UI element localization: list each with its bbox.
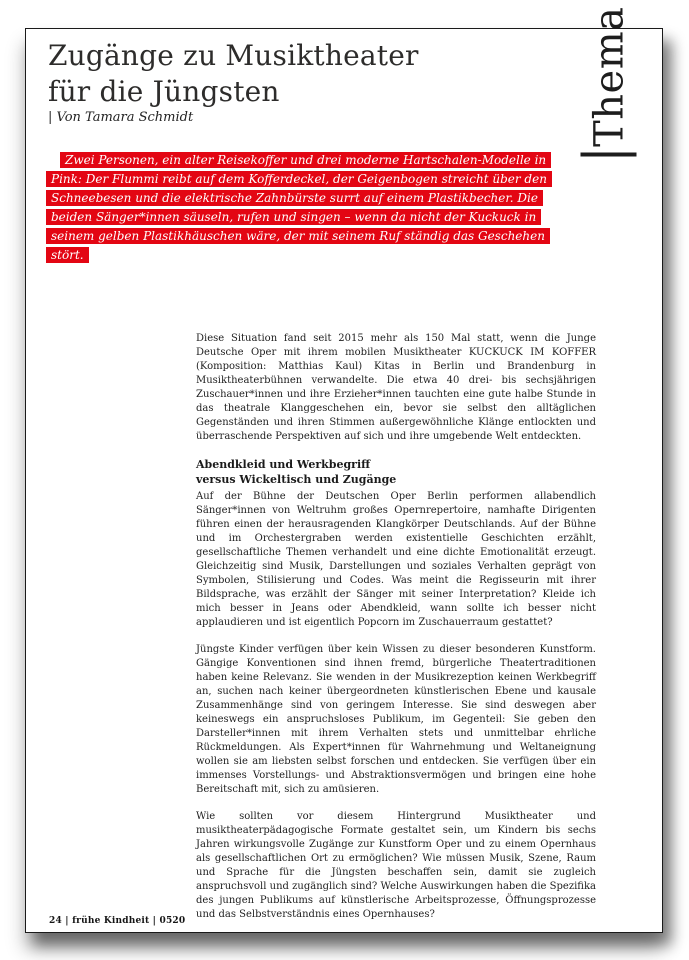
article-body: [196, 332, 596, 935]
page-title-line2: für die Jüngsten: [48, 74, 280, 108]
byline: | Von Tamara Schmidt: [48, 110, 194, 125]
section-tab-thema: [580, 7, 637, 157]
section-heading: [196, 457, 596, 487]
section-heading-line2: versus Wickeltisch und Zugänge: [196, 473, 397, 486]
page-title-line1: Zugänge zu Musiktheater: [48, 39, 419, 72]
lead-paragraph: [46, 151, 551, 265]
paragraph-1: Diese Situation fand seit 2015 mehr als 150 Mal statt, wenn die Junge Deutsche Oper mit ihrem mobilen Musiktheater KUCKUCK IM KOFFER (Komposition: Matthias Kaul) Kitas in Berlin und Brandenburg in Musiktheaterbühnen verwandelte. Die etwa 40 drei- bis sechsjährigen Zuschauer*innen und ihre Erzieher*innen tauchten eine gute halbe Stunde in das theatrale Klanggeschehen ein, bevor sie selbst den alltäglichen Gegenständen und ihren Stimmen außergewöhnliche Klänge entlockten und überraschende Perspektiven auf sich und ihre umgebende Welt entdeckten.: [196, 333, 596, 442]
article-page: [25, 6, 663, 933]
section-heading-line1: Abendkleid und Werkbegriff: [196, 458, 371, 471]
lead-highlight: Zwei Personen, ein alter Reisekoffer und drei moderne Hartschalen-Modelle in Pink: Der Flummi reibt auf dem Kofferdeckel, der Geigenbogen streicht über den Schneebesen und die elektrische Zahnbürste surrt auf einem Plastikbecher. Die beiden Sänger*innen säuseln, rufen und singen – wenn da nicht der Kuckuck in seinem gelben Plastikhäuschen wäre, der mit seinem Ruf ständig das Geschehen stört.: [46, 152, 552, 263]
page-footer-folio: 24 | frühe Kindheit | 0520: [49, 916, 186, 926]
paragraph-3: Jüngste Kinder verfügen über kein Wissen zu dieser besonderen Kunstform. Gängige Konventionen sind ihnen fremd, bürgerliche Theatertraditionen haben keine Relevanz. Sie wenden in der Musikrezeption keinen Werkbegriff an, suchen nach keiner übergeordneten künstlerischen Ebene und kausale Zusammenhänge sind von geringem Interesse. Sie sind deswegen aber keineswegs ein anspruchsloses Publikum, im Gegenteil: Sie geben den Darsteller*innen mit ihrem Verhalten stets und unmittelbar ehrliche Rückmeldungen. Als Expert*innen für Wahrnehmung und Weltaneignung wollen sie am liebsten selbst forschen und entdecken. Sie verfügen über ein immenses Vorstellungs- und Abstraktionsvermögen und bringen eine hohe Bereitschaft mit, sich zu amüsieren.: [196, 644, 596, 795]
thema-bar-glyph: [581, 153, 637, 157]
page-title: [48, 38, 419, 109]
thema-label: Thema: [586, 6, 633, 147]
paragraph-4: Wie sollten vor diesem Hintergrund Musiktheater und musiktheaterpädagogische Formate gestaltet sein, um Kindern bis sechs Jahren wirkungsvolle Zugänge zur Kunstform Oper und zu einem Opernhaus als gesellschaftlichen Ort zu ermöglichen? Wie müssen Musik, Szene, Raum und Sprache für die Jüngsten beschaffen sein, damit sie zugleich anspruchsvoll und zugänglich sind? Welche Auswirkungen haben die Spezifika des jungen Publikums auf künstlerische Arbeitsprozesse, Öffnungsprozesse und das Selbstverständnis eines Opernhauses?: [196, 811, 596, 920]
paragraph-2: Auf der Bühne der Deutschen Oper Berlin performen allabendlich Sänger*innen von Weltruhm großes Opernrepertoire, namhafte Dirigenten führen einen der herausragenden Klangkörper Deutschlands. Auf der Bühne und im Orchestergraben werden existentielle Geschichten erzählt, gesellschaftliche Themen verhandelt und eine dichte Emotionalität erzeugt. Gleichzeitig sind Musik, Darstellungen und soziales Verhalten geprägt von Symbolen, Stilisierung und Codes. Was meint die Regisseurin mit ihrer Bildsprache, was erzählt der Sänger mit seiner Interpretation? Kleide ich mich besser in Jeans oder Abendkleid, wann sollte ich besser nicht applaudieren und ist eigentlich Popcorn im Zuschauerraum gestattet?: [196, 491, 596, 628]
